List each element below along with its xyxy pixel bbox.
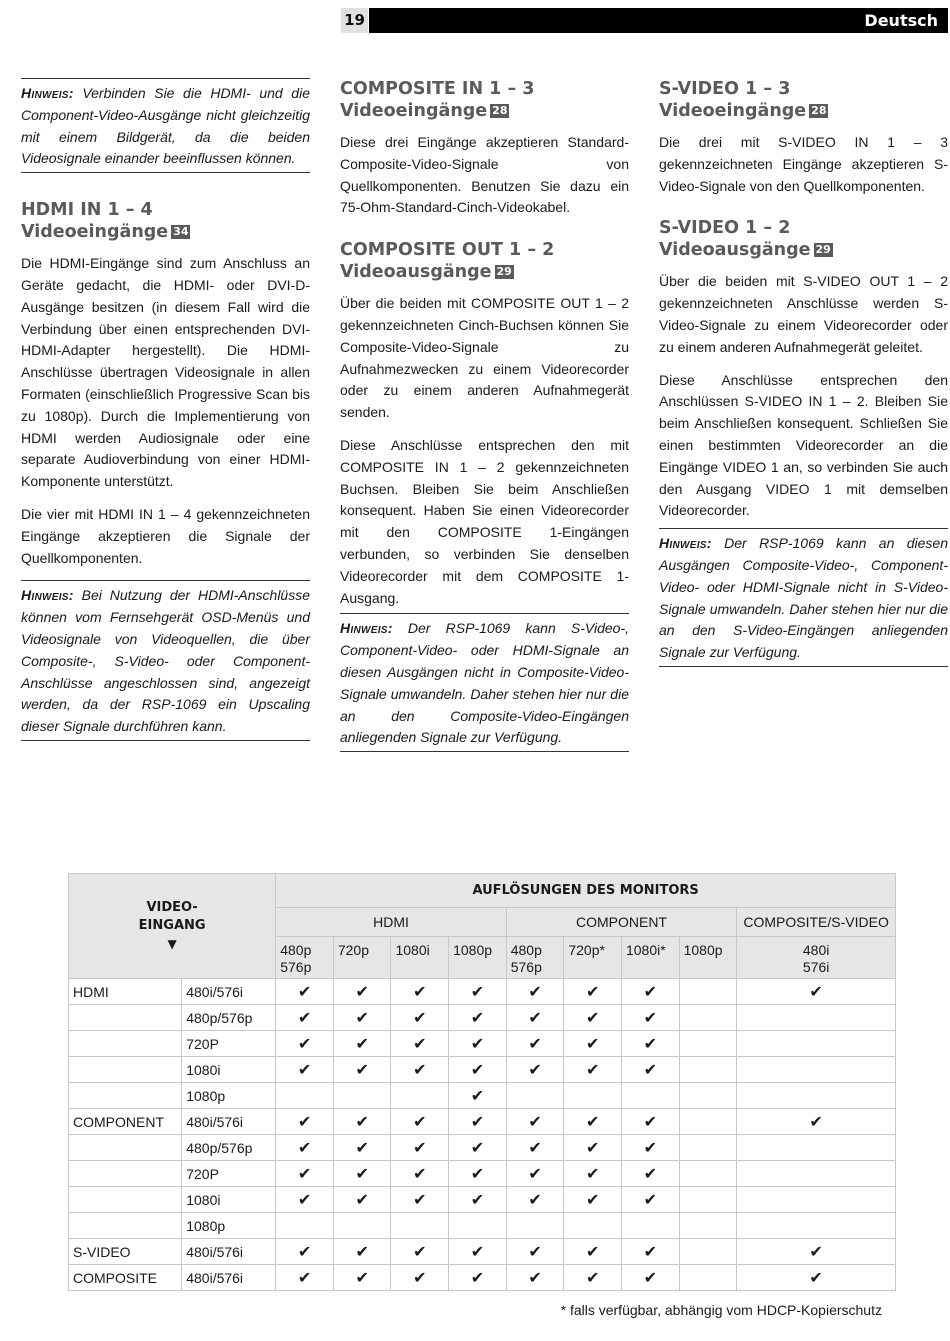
checkmark-icon: ✔	[621, 1005, 679, 1031]
figure-ref-badge: 28	[492, 104, 508, 117]
heading-subtitle: Videoeingänge	[659, 101, 807, 121]
table-body	[69, 979, 896, 1291]
resolution-subheader-line: 576i	[802, 959, 830, 975]
figure-ref-badge: 29	[815, 243, 831, 257]
empty-cell	[679, 1265, 737, 1291]
checkmark-icon: ✔	[276, 1135, 334, 1161]
heading-subtitle: Videoausgänge	[659, 240, 811, 261]
row-input-resolution: 480i/576i	[182, 1239, 276, 1265]
heading-composite-in	[340, 78, 629, 122]
empty-cell	[679, 1187, 737, 1213]
checkmark-icon: ✔	[621, 1135, 679, 1161]
empty-cell	[564, 1083, 622, 1109]
resolution-subheader-line: 480p	[280, 942, 312, 958]
checkmark-icon: ✔	[621, 1057, 679, 1083]
checkmark-icon: ✔	[506, 1135, 564, 1161]
row-input-resolution: 1080i	[182, 1057, 276, 1083]
corner-line2: EINGANG	[138, 918, 206, 933]
paragraph-svideo-in: Die drei mit S-VIDEO IN 1 – 3 gekennzeichneten Eingänge akzeptieren S-Video-Signale von den Quellkomponenten.	[659, 134, 948, 194]
checkmark-icon: ✔	[506, 1187, 564, 1213]
note-hdmi-component	[21, 78, 310, 173]
row-input-resolution: 480p/576p	[182, 1135, 276, 1161]
empty-cell	[679, 1057, 737, 1083]
note-label: Hinweis:	[340, 620, 393, 637]
checkmark-icon: ✔	[276, 1005, 334, 1031]
checkmark-icon: ✔	[506, 979, 564, 1005]
empty-cell	[737, 1083, 896, 1109]
checkmark-icon: ✔	[333, 1265, 391, 1291]
heading-line2	[659, 100, 948, 122]
group-header-composite-svideo: COMPOSITE/S-VIDEO	[737, 908, 896, 937]
empty-cell	[276, 1213, 334, 1239]
resolution-subheader	[449, 937, 507, 979]
heading-line1: COMPOSITE OUT 1 – 2	[340, 240, 555, 261]
checkmark-icon: ✔	[564, 979, 622, 1005]
empty-cell	[621, 1213, 679, 1239]
table-row	[69, 1213, 896, 1239]
checkmark-icon: ✔	[391, 1005, 449, 1031]
heading-line1: COMPOSITE IN 1 – 3	[340, 79, 535, 99]
table-row	[69, 1005, 896, 1031]
paragraph-composite-in: Diese drei Eingänge akzeptieren Standard-Composite-Video-Signale von Quellkomponenten. Benutzen Sie dazu ein 75-Ohm-Standard-Cinch-Videokabel.	[340, 134, 629, 216]
checkmark-icon: ✔	[621, 1239, 679, 1265]
column-1	[21, 78, 310, 741]
table-row	[69, 1083, 896, 1109]
empty-cell	[506, 1083, 564, 1109]
empty-cell	[737, 1135, 896, 1161]
checkmark-icon: ✔	[449, 1005, 507, 1031]
empty-cell	[679, 1005, 737, 1031]
heading-line2	[659, 239, 948, 261]
resolution-subheader	[621, 937, 679, 979]
checkmark-icon: ✔	[391, 1135, 449, 1161]
resolution-subheader-line: 576p	[280, 959, 312, 975]
row-input-resolution: 1080p	[182, 1213, 276, 1239]
checkmark-icon: ✔	[333, 1161, 391, 1187]
heading-svideo-out	[659, 217, 948, 261]
empty-cell	[449, 1213, 507, 1239]
note-text: Verbinden Sie die HDMI- und die Component-Video-Ausgänge nicht gleichzeitig mit einem Bildgerät, da die beiden Videosignale einander beeinflussen können.	[21, 85, 310, 167]
row-source-label	[69, 1135, 182, 1161]
table-corner-header	[69, 874, 276, 979]
empty-cell	[679, 1083, 737, 1109]
row-input-resolution: 480p/576p	[182, 1005, 276, 1031]
checkmark-icon: ✔	[276, 1187, 334, 1213]
checkmark-icon: ✔	[449, 1135, 507, 1161]
checkmark-icon: ✔	[564, 1239, 622, 1265]
checkmark-icon: ✔	[276, 979, 334, 1005]
checkmark-icon: ✔	[449, 1187, 507, 1213]
checkmark-icon: ✔	[564, 1135, 622, 1161]
empty-cell	[737, 1161, 896, 1187]
empty-cell	[679, 1213, 737, 1239]
resolution-subheader-line: 480i	[802, 942, 830, 958]
checkmark-icon: ✔	[564, 1109, 622, 1135]
empty-cell	[506, 1213, 564, 1239]
row-source-label	[69, 1005, 182, 1031]
checkmark-icon: ✔	[564, 1187, 622, 1213]
checkmark-icon: ✔	[737, 979, 896, 1005]
checkmark-icon: ✔	[564, 1057, 622, 1083]
figure-ref-badge: 29	[496, 265, 512, 279]
checkmark-icon: ✔	[333, 1239, 391, 1265]
checkmark-icon: ✔	[333, 1031, 391, 1057]
empty-cell	[737, 1213, 896, 1239]
column-2	[340, 78, 629, 752]
checkmark-icon: ✔	[449, 1239, 507, 1265]
table-footnote: * falls verfügbar, abhängig vom HDCP-Kopierschutz	[560, 1302, 882, 1318]
row-input-resolution: 480i/576i	[182, 1265, 276, 1291]
note-label: Hinweis:	[21, 85, 74, 101]
resolution-subheader	[737, 937, 896, 979]
note-osd-upscaling	[21, 580, 310, 741]
resolution-subheader	[276, 937, 334, 979]
row-input-resolution: 720P	[182, 1161, 276, 1187]
table-row	[69, 1135, 896, 1161]
checkmark-icon: ✔	[449, 1031, 507, 1057]
note-text: Der RSP-1069 kann S-Video-, Component-Video- oder HDMI-Signale an diesen Ausgängen nicht in Composite-Video-Signale umwandeln. Daher stehen hier nur die an den Composite-Video-Eingängen anliegenden Signale zur Verfügung.	[340, 620, 629, 746]
table-row	[69, 1187, 896, 1213]
checkmark-icon: ✔	[276, 1161, 334, 1187]
checkmark-icon: ✔	[449, 1161, 507, 1187]
heading-line1: S-VIDEO 1 – 2	[659, 218, 791, 239]
paragraph-svideo-match: Diese Anschlüsse entsprechen den Anschlüssen S-VIDEO IN 1 – 2. Bleiben Sie beim Anschließen konsequent. Schließen Sie einen bestimmten Videorecorder an die Eingänge VIDEO 1 an, so verbinden Sie auch den Ausgang VIDEO 1 mit demselben Videorecorder.	[659, 371, 948, 519]
checkmark-icon: ✔	[391, 1187, 449, 1213]
checkmark-icon: ✔	[621, 1161, 679, 1187]
checkmark-icon: ✔	[449, 1109, 507, 1135]
note-label: Hinweis:	[21, 587, 74, 604]
empty-cell	[333, 1213, 391, 1239]
language-label: Deutsch	[369, 8, 948, 33]
row-source-label	[69, 1057, 182, 1083]
checkmark-icon: ✔	[333, 979, 391, 1005]
empty-cell	[737, 1031, 896, 1057]
row-input-resolution: 1080i	[182, 1187, 276, 1213]
checkmark-icon: ✔	[333, 1109, 391, 1135]
heading-line1: HDMI IN 1 – 4	[21, 200, 153, 221]
empty-cell	[679, 979, 737, 1005]
row-source-label	[69, 1161, 182, 1187]
row-source-label	[69, 1213, 182, 1239]
paragraph-svideo-out: Über die beiden mit S-VIDEO OUT 1 – 2 gekennzeichneten Anschlüsse werden S-Video-Signale zu einem Videorecorder oder zu einem anderen Aufnahmegerät geleitet.	[659, 273, 948, 355]
row-source-label: COMPONENT	[69, 1109, 182, 1135]
paragraph-composite-match: Diese Anschlüsse entsprechen den mit COMPOSITE IN 1 – 2 gekennzeichneten Buchsen. Bleiben Sie beim Anschließen konsequent. Haben Sie einen Videorecorder mit den COMPOSITE 1-Eingängen verbunden, so verbinden Sie denselben Videorecorder mit dem COMPOSITE 1-Ausgang.	[340, 436, 629, 606]
row-source-label	[69, 1187, 182, 1213]
checkmark-icon: ✔	[391, 1265, 449, 1291]
heading-composite-out	[340, 239, 629, 283]
empty-cell	[679, 1239, 737, 1265]
group-header-hdmi: HDMI	[276, 908, 507, 937]
row-input-resolution: 1080p	[182, 1083, 276, 1109]
empty-cell	[679, 1161, 737, 1187]
empty-cell	[679, 1135, 737, 1161]
row-source-label: COMPOSITE	[69, 1265, 182, 1291]
checkmark-icon: ✔	[333, 1187, 391, 1213]
empty-cell	[333, 1083, 391, 1109]
table-row	[69, 1161, 896, 1187]
corner-line1: VIDEO-	[146, 900, 198, 915]
row-source-label: HDMI	[69, 979, 182, 1005]
down-arrow-icon: ▼	[167, 937, 177, 951]
heading-hdmi-in	[21, 199, 310, 243]
figure-ref-badge: 34	[173, 225, 189, 239]
heading-line2	[340, 100, 629, 122]
group-header-component: COMPONENT	[506, 908, 737, 937]
resolution-subheader-line: 1080i	[395, 942, 430, 958]
checkmark-icon: ✔	[391, 979, 449, 1005]
resolution-table	[68, 873, 896, 1291]
checkmark-icon: ✔	[564, 1031, 622, 1057]
checkmark-icon: ✔	[506, 1057, 564, 1083]
checkmark-icon: ✔	[621, 1031, 679, 1057]
empty-cell	[737, 1005, 896, 1031]
note-text: Bei Nutzung der HDMI-Anschlüsse können vom Fernsehgerät OSD-Menüs und Videosignale von Videoquellen, die über Composite-, S-Video- oder Component-Anschlüsse angeschlossen sind, angezeigt werden, da der RSP-1069 ein Upscaling dieser Signale durchführen kann.	[21, 587, 310, 735]
column-3	[659, 78, 948, 667]
checkmark-icon: ✔	[391, 1239, 449, 1265]
figure-ref-badge: 28	[811, 104, 827, 117]
resolution-subheader	[391, 937, 449, 979]
resolution-subheader-line: 720p	[337, 942, 370, 958]
row-source-label: S-VIDEO	[69, 1239, 182, 1265]
checkmark-icon: ✔	[506, 1109, 564, 1135]
resolution-subheader	[564, 937, 622, 979]
paragraph-hdmi-inputs: Die HDMI-Eingänge sind zum Anschluss an Geräte gedacht, die HDMI- oder DVI-D-Ausgänge besitzen (in diesem Fall wird die Verbindung über einen entsprechenden DVI-HDMI-Adapter hergestellt). Die HDMI-Anschlüsse übertragen Videosignale in allen Formaten (einschließlich Progressive Scan bis zu 1080p). Durch die Implementierung von HDMI werden Audiosignale oder eine separate Audioverbindung von einer HDMI-Komponente unterstützt.	[21, 255, 310, 490]
checkmark-icon: ✔	[333, 1005, 391, 1031]
table-row	[69, 1109, 896, 1135]
empty-cell	[391, 1213, 449, 1239]
checkmark-icon: ✔	[506, 1161, 564, 1187]
table-title: AUFLÖSUNGEN DES MONITORS	[276, 874, 896, 908]
empty-cell	[737, 1057, 896, 1083]
checkmark-icon: ✔	[506, 1239, 564, 1265]
checkmark-icon: ✔	[449, 1265, 507, 1291]
table-row	[69, 979, 896, 1005]
resolution-subheader-line: 1080p	[683, 942, 723, 958]
paragraph-composite-out: Über die beiden mit COMPOSITE OUT 1 – 2 gekennzeichneten Cinch-Buchsen können Sie Composite-Video-Signale zu Aufnahmezwecken zu einem Videorecorder oder zu einem anderen Aufnahmegerät senden.	[340, 295, 629, 421]
heading-svideo-in	[659, 78, 948, 122]
checkmark-icon: ✔	[621, 1265, 679, 1291]
empty-cell	[391, 1083, 449, 1109]
checkmark-icon: ✔	[506, 1265, 564, 1291]
resolution-subheader-line: 576p	[510, 959, 542, 975]
empty-cell	[679, 1031, 737, 1057]
empty-cell	[621, 1083, 679, 1109]
row-input-resolution: 480i/576i	[182, 1109, 276, 1135]
resolution-subheader	[679, 937, 737, 979]
empty-cell	[276, 1083, 334, 1109]
row-source-label	[69, 1031, 182, 1057]
heading-subtitle: Videoeingänge	[21, 222, 169, 243]
checkmark-icon: ✔	[621, 979, 679, 1005]
table-row	[69, 1239, 896, 1265]
note-label: Hinweis:	[659, 535, 712, 552]
checkmark-icon: ✔	[737, 1239, 896, 1265]
empty-cell	[564, 1213, 622, 1239]
checkmark-icon: ✔	[737, 1109, 896, 1135]
checkmark-icon: ✔	[621, 1187, 679, 1213]
note-svideo-conversion	[659, 528, 948, 667]
checkmark-icon: ✔	[391, 1057, 449, 1083]
checkmark-icon: ✔	[506, 1031, 564, 1057]
resolution-subheader-line: 480p	[510, 942, 542, 958]
empty-cell	[737, 1187, 896, 1213]
checkmark-icon: ✔	[276, 1265, 334, 1291]
resolution-subheader	[333, 937, 391, 979]
checkmark-icon: ✔	[737, 1265, 896, 1291]
checkmark-icon: ✔	[564, 1265, 622, 1291]
heading-line2	[21, 221, 310, 243]
table-row	[69, 1057, 896, 1083]
resolution-subheader-line: 1080p	[453, 942, 493, 958]
heading-subtitle: Videoausgänge	[340, 262, 492, 283]
checkmark-icon: ✔	[276, 1031, 334, 1057]
resolution-subheader	[506, 937, 564, 979]
checkmark-icon: ✔	[276, 1109, 334, 1135]
table-row	[69, 1031, 896, 1057]
empty-cell	[679, 1109, 737, 1135]
table-row	[69, 1265, 896, 1291]
page-number: 19	[341, 8, 368, 33]
checkmark-icon: ✔	[564, 1161, 622, 1187]
page-header	[341, 8, 948, 33]
row-source-label	[69, 1083, 182, 1109]
resolution-subheader-line: 720p*	[568, 942, 605, 958]
row-input-resolution: 720P	[182, 1031, 276, 1057]
heading-line2	[340, 261, 629, 283]
heading-line1: S-VIDEO 1 – 3	[659, 79, 791, 99]
checkmark-icon: ✔	[564, 1005, 622, 1031]
checkmark-icon: ✔	[391, 1109, 449, 1135]
checkmark-icon: ✔	[333, 1135, 391, 1161]
checkmark-icon: ✔	[391, 1031, 449, 1057]
checkmark-icon: ✔	[333, 1057, 391, 1083]
checkmark-icon: ✔	[449, 1057, 507, 1083]
note-composite-conversion	[340, 613, 629, 752]
note-text: Der RSP-1069 kann an diesen Ausgängen Composite-Video-, Component-Video- oder HDMI-Signale nicht in S-Video-Signale umwandeln. Daher stehen hier nur die an den S-Video-Eingängen anliegenden Signale zur Verfügung.	[659, 535, 948, 661]
checkmark-icon: ✔	[621, 1109, 679, 1135]
checkmark-icon: ✔	[449, 1083, 507, 1109]
checkmark-icon: ✔	[276, 1057, 334, 1083]
paragraph-hdmi-accept: Die vier mit HDMI IN 1 – 4 gekennzeichneten Eingänge akzeptieren die Signale der Quellkomponenten.	[21, 505, 310, 566]
checkmark-icon: ✔	[506, 1005, 564, 1031]
checkmark-icon: ✔	[276, 1239, 334, 1265]
checkmark-icon: ✔	[391, 1161, 449, 1187]
heading-subtitle: Videoeingänge	[340, 101, 488, 121]
checkmark-icon: ✔	[449, 979, 507, 1005]
row-input-resolution: 480i/576i	[182, 979, 276, 1005]
resolution-subheader-line: 1080i*	[625, 942, 666, 958]
